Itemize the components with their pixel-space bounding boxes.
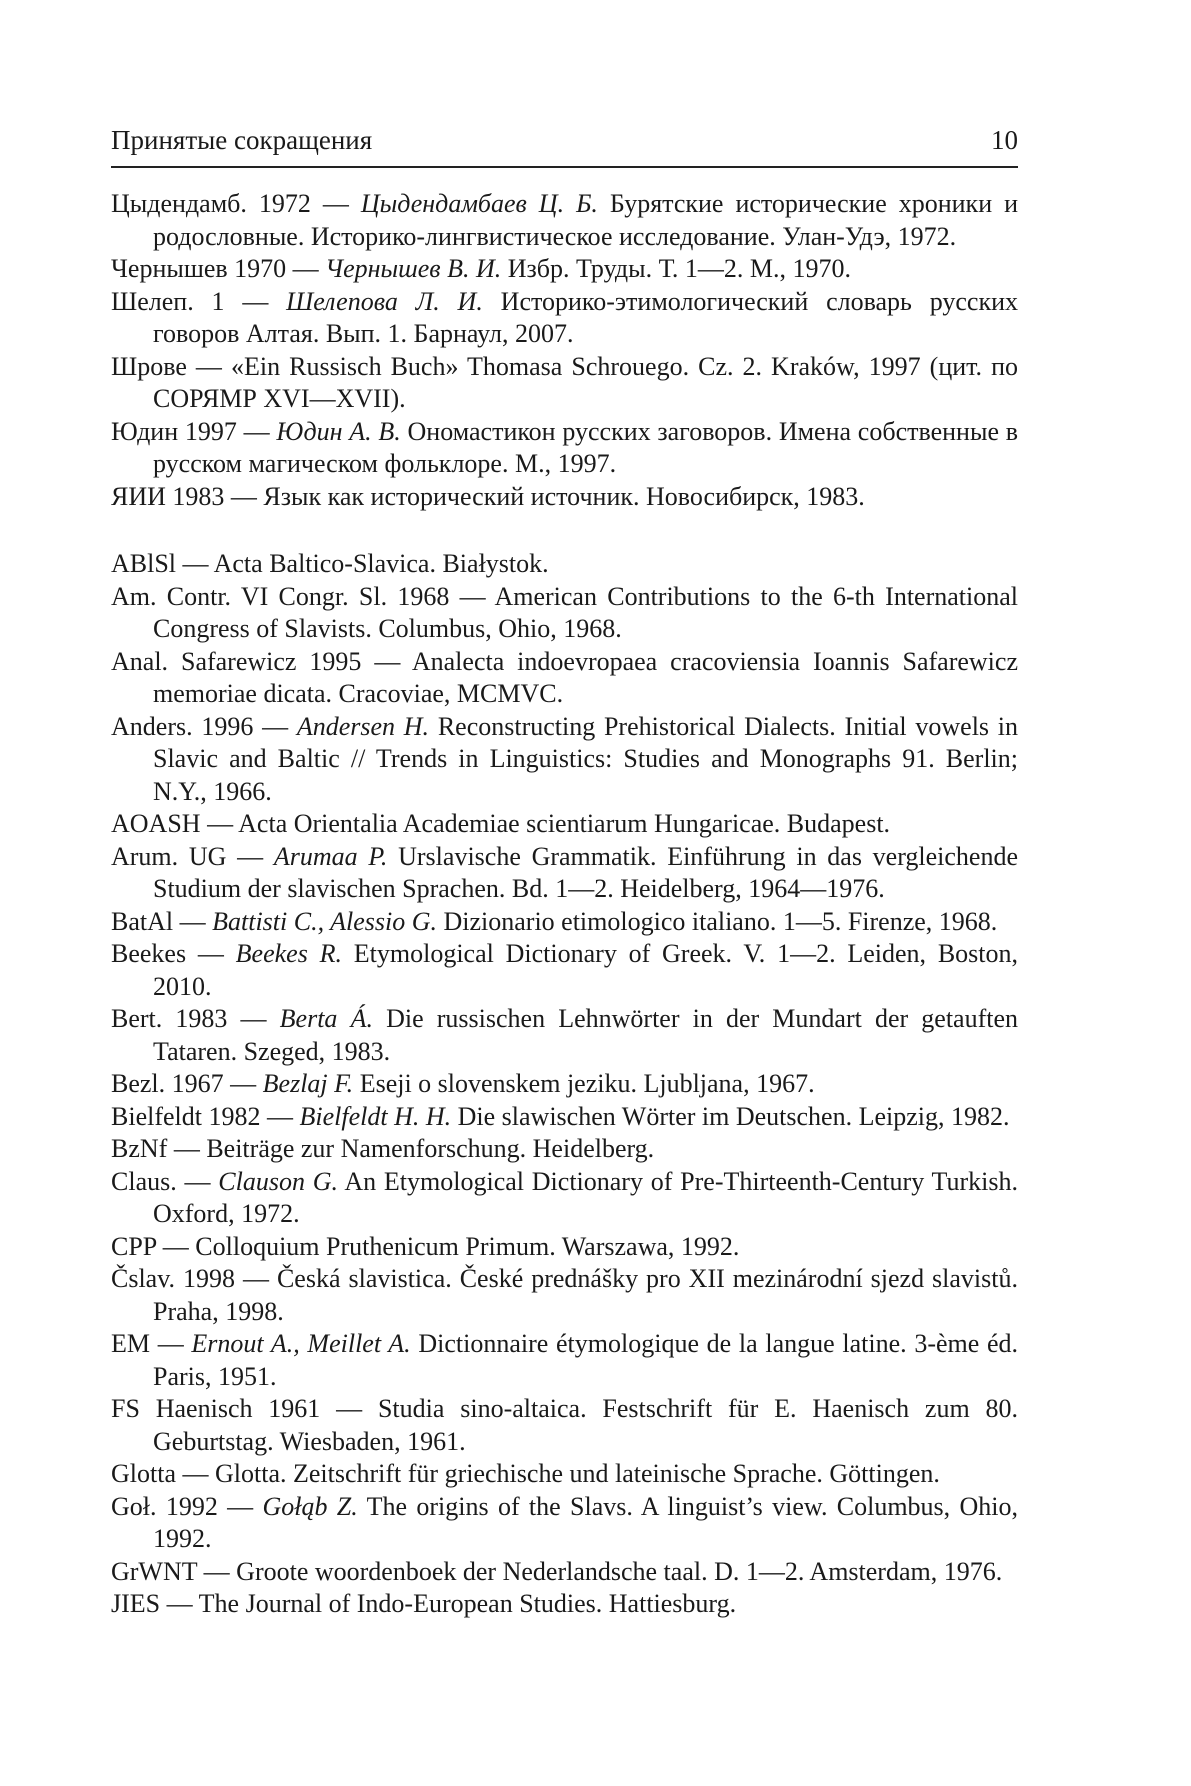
entry-abbreviation: ЯИИ 1983 — [111,481,257,511]
abbreviation-entry [111,808,1018,841]
entry-text: American Contributions to the 6-th International Congress of Slavists. Columbus, Ohio, 1968. [153,581,1018,643]
entry-author: Цыдендамбаев Ц. Б. [360,189,598,218]
abbreviation-entry [111,481,1018,514]
entry-author: Clauson G. [218,1166,339,1196]
entry-author: Юдин А. В. [276,416,401,446]
entry-abbreviation: Čslav. 1998 — [111,1264,269,1293]
abbreviation-entry [111,1588,1018,1621]
abbreviation-entry [111,1328,1018,1393]
entry-text: Acta Orientalia Academiae scientiarum Hungaricae. Budapest. [238,809,891,838]
entry-abbreviation: FS Haenisch 1961 — [111,1394,363,1423]
entry-author: Andersen H. [296,711,430,741]
entry-text: Ономастикон русских заговоров. Имена собственные в русском магическом фольклоре. М., 1997. [153,416,1019,478]
entry-text: Избр. Труды. Т. 1—2. М., 1970. [507,254,852,283]
entry-text: Urslavische Grammatik. Einführung in das vergleichende Studium der slavischen Sprachen. Bd. 1—2. Heidelberg, 1964—1976. [153,841,1018,903]
entry-text: Etymological Dictionary of Greek. V. 1—2. Leiden, Boston, 2010. [153,939,1018,1001]
abbreviation-entry [111,581,1018,646]
abbreviation-entry [111,1263,1018,1328]
entry-author: Шелепова Л. И. [286,286,483,316]
entry-text: Dizionario etimologico italiano. 1—5. Firenze, 1968. [443,906,998,936]
abbreviation-entry [111,1393,1018,1458]
entry-text: Историко-этимологический словарь русских говоров Алтая. Вып. 1. Барнаул, 2007. [153,286,1019,348]
abbreviation-entry [111,416,1018,481]
entry-text: Язык как исторический источник. Новосибирск, 1983. [263,481,865,511]
entry-text: Бурятские исторические хроники и родословные. Историко-лингвистическое исследование. Улан-Удэ, 1972. [153,189,1019,251]
entry-abbreviation: Чернышев 1970 — [111,254,319,283]
entry-abbreviation: Цыдендамб. 1972 — [111,189,349,218]
abbreviation-entry [111,286,1018,351]
entry-text: Colloquium Pruthenicum Primum. Warszawa, 1992. [195,1231,740,1261]
entry-abbreviation: Arum. UG — [111,841,264,871]
entry-author: Чернышев В. И. [325,254,502,283]
page-number: 10 [991,125,1018,155]
abbreviation-entry [111,1003,1018,1068]
abbreviation-entry [111,351,1018,416]
entry-abbreviation: GrWNT — [111,1556,230,1586]
entry-text: The origins of the Slavs. A linguist’s view. Columbus, Ohio, 1992. [153,1491,1019,1553]
entry-abbreviation: BzNf — [111,1134,200,1163]
abbreviation-entry [111,188,1018,253]
entry-abbreviation: AOASH — [111,809,234,838]
entry-abbreviation: Шрове — [111,351,222,381]
entry-text: «Ein Russisch Buch» Thomasa Schrouego. Cz. 2. Kraków, 1997 (цит. по СОРЯМР XVI—XVII). [153,351,1018,413]
entry-text: Groote woordenboek der Nederlandsche taal. D. 1—2. Amsterdam, 1976. [236,1556,1003,1586]
entry-abbreviation: Юдин 1997 — [111,416,270,446]
entry-abbreviation: Bert. 1983 — [111,1004,267,1033]
entry-abbreviation: CPP — [111,1231,189,1261]
entry-author: Ernout A., Meillet A. [191,1329,411,1358]
abbreviation-entry [111,1231,1018,1264]
entry-abbreviation: Beekes — [111,939,224,968]
abbreviation-entry [111,906,1018,939]
entry-abbreviation: Goł. 1992 — [111,1491,254,1521]
entry-author: Arumaa P. [273,841,388,871]
entry-abbreviation: Anal. Safarewicz 1995 — [111,646,401,676]
abbreviation-entry [111,646,1018,711]
entry-text: Acta Baltico-Slavica. Białystok. [213,549,549,578]
header-title: Принятые сокращения [111,125,373,155]
entry-text: Analecta indoevropaea cracoviensia Ioannis Safarewicz memoriae dicata. Cracoviae, MCMVC. [153,646,1018,708]
entry-abbreviation: BatAl — [111,906,206,936]
entry-abbreviation: Шелеп. 1 — [111,286,269,316]
entry-abbreviation: Glotta — [111,1459,209,1488]
abbreviation-entry [111,1556,1018,1589]
entry-abbreviation: EM — [111,1329,184,1358]
entry-text: Studia sino-altaica. Festschrift für E. Haenisch zum 80. Geburtstag. Wiesbaden, 1961. [153,1394,1018,1456]
entry-abbreviation: Anders. 1996 — [111,711,289,741]
entry-text: Dictionnaire étymologique de la langue latine. 3-ème éd. Paris, 1951. [153,1329,1019,1391]
entry-text: Česká slavistica. České prednášky pro XII mezinárodní sjezd slavistů. Praha, 1998. [153,1264,1018,1326]
abbreviation-entry [111,253,1018,286]
entry-text: Eseji o slovenskem jeziku. Ljubljana, 1967. [359,1069,815,1098]
abbreviation-entry [111,1068,1018,1101]
entry-text: Glotta. Zeitschrift für griechische und lateinische Sprache. Göttingen. [215,1459,940,1488]
abbreviation-entry [111,711,1018,809]
entry-abbreviation: Am. Contr. VI Congr. Sl. 1968 — [111,581,486,611]
entry-abbreviation: Bezl. 1967 — [111,1069,257,1098]
abbreviation-entry [111,938,1018,1003]
entry-text: Die slawischen Wörter im Deutschen. Leipzig, 1982. [457,1101,1010,1131]
entry-author: Beekes R. [235,939,342,968]
entry-abbreviation: Claus. — [111,1166,211,1196]
abbreviation-entry [111,1166,1018,1231]
entry-author: Bielfeldt H. H. [299,1101,452,1131]
running-header [111,120,1018,168]
abbreviation-entry [111,1101,1018,1134]
entry-text: Beiträge zur Namenforschung. Heidelberg. [206,1134,655,1163]
entry-abbreviation: ABlSl — [111,549,209,578]
latin-abbreviations-list [111,548,1018,1621]
abbreviation-entry [111,1491,1018,1556]
entry-author: Berta Á. [279,1004,373,1033]
entry-author: Bezlaj F. [262,1069,354,1098]
entry-text: Reconstructing Prehistorical Dialects. Initial vowels in Slavic and Baltic // Trends in Linguistics: Studies and Monographs 91. Berlin; N.Y., 1966. [153,711,1019,806]
russian-abbreviations-list [111,188,1018,513]
abbreviation-entry [111,1133,1018,1166]
entry-abbreviation: JIES — [111,1589,193,1618]
abbreviation-entry [111,548,1018,581]
entry-text: An Etymological Dictionary of Pre-Thirteenth-Century Turkish. Oxford, 1972. [153,1166,1018,1228]
abbreviation-entry [111,1458,1018,1491]
entry-text: Die russischen Lehnwörter in der Mundart der getauften Tataren. Szeged, 1983. [153,1004,1019,1066]
abbreviation-entry [111,841,1018,906]
entry-abbreviation: Bielfeldt 1982 — [111,1101,293,1131]
entry-text: The Journal of Indo-European Studies. Hattiesburg. [198,1589,737,1618]
entry-author: Battisti C., Alessio G. [212,906,437,936]
entry-author: Gołąb Z. [262,1491,358,1521]
